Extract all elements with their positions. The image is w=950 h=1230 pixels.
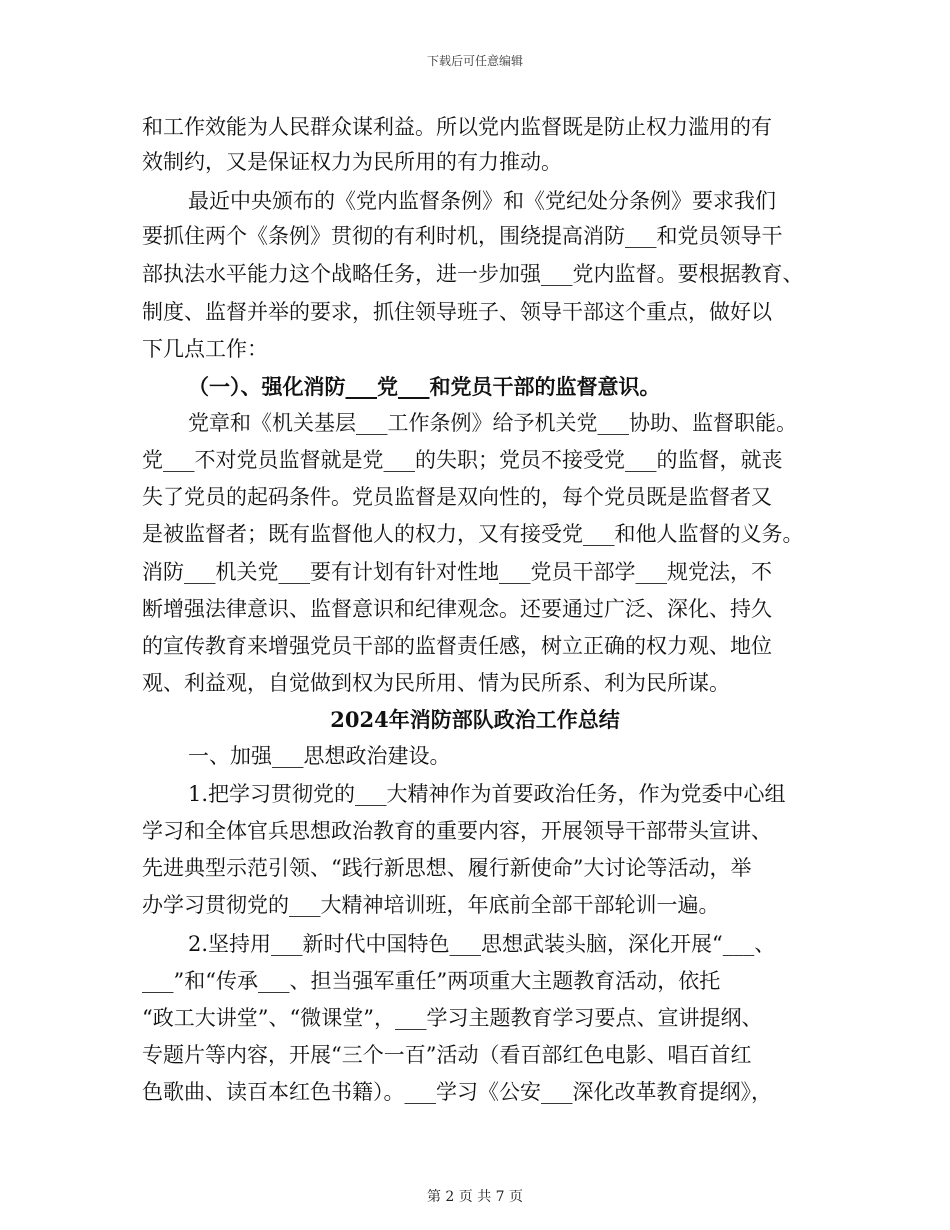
body-line: 学习和全体官兵思想政治教育的重要内容，开展领导干部带头宣讲、 [142, 819, 772, 843]
body-line: 部执法水平能力这个战略任务，进一步加强___党内监督。要根据教育、 [142, 262, 804, 286]
page-footer: 第 2 页 共 7 页 [426, 1189, 524, 1205]
section-heading: （一）、强化消防___党___和党员干部的监督意识。 [188, 374, 661, 399]
body-line: 先进典型示范引领、“践行新思想、履行新使命”大讨论等活动，举 [142, 856, 752, 880]
body-line: “政工大讲堂”、“微课堂”，___学习主题教育学习要点、宣讲提纲、 [142, 1006, 763, 1030]
body-line: 一、加强___思想政治建设。 [188, 744, 451, 768]
body-line: 要抓住两个《条例》贯彻的有利时机，围绕提高消防___和党员领导干 [142, 224, 783, 248]
body-line: 办学习贯彻党的___大精神培训班，年底前全部干部轮训一遍。 [142, 893, 720, 917]
body-line: 消防___机关党___要有计划有针对性地___党员干部学___规党法，不 [142, 560, 772, 584]
body-line: 的宣传教育来增强党员干部的监督责任感，树立正确的权力观、地位 [142, 634, 772, 658]
body-line: 观、利益观，自觉做到权为民所用、情为民所系、利为民所谋。 [142, 671, 730, 695]
body-line: 最近中央颁布的《党内监督条例》和《党纪处分条例》要求我们 [188, 189, 776, 213]
body-line: ___”和“传承___、担当强军重任”两项重大主题教育活动，依托 [142, 969, 721, 993]
page-header: 下载后可任意编辑 [426, 54, 523, 68]
body-line: 专题片等内容，开展“三个一百”活动（看百部红色电影、唱百首红 [142, 1043, 752, 1067]
body-line: 断增强法律意识、监督意识和纪律观念。还要通过广泛、深化、持久 [142, 597, 772, 621]
body-line: 2.坚持用___新时代中国特色___思想武装头脑，深化开展“___、 [188, 932, 776, 956]
body-line: 党___不对党员监督就是党___的失职；党员不接受党___的监督，就丧 [142, 448, 783, 472]
body-line: 色歌曲、读百本红色书籍）。___学习《公安___深化改革教育提纲》， [142, 1080, 772, 1104]
document-title: 2024年消防部队政治工作总结 [330, 707, 620, 732]
body-line: 是被监督者；既有监督他人的权力，又有接受党___和他人监督的义务。 [142, 522, 804, 546]
body-line: 1.把学习贯彻党的___大精神作为首要政治任务，作为党委中心组 [188, 782, 786, 806]
body-line: 和工作效能为人民群众谋利益。所以党内监督既是防止权力滥用的有 [142, 115, 772, 139]
body-line: 制度、监督并举的要求，抓住领导班子、领导干部这个重点，做好以 [142, 300, 772, 324]
body-line: 下几点工作： [142, 337, 268, 361]
body-line: 效制约，又是保证权力为民所用的有力推动。 [142, 150, 562, 174]
body-line: 党章和《机关基层___工作条例》给予机关党___协助、监督职能。 [188, 411, 797, 435]
body-line: 失了党员的起码条件。党员监督是双向性的，每个党员既是监督者又 [142, 485, 772, 509]
